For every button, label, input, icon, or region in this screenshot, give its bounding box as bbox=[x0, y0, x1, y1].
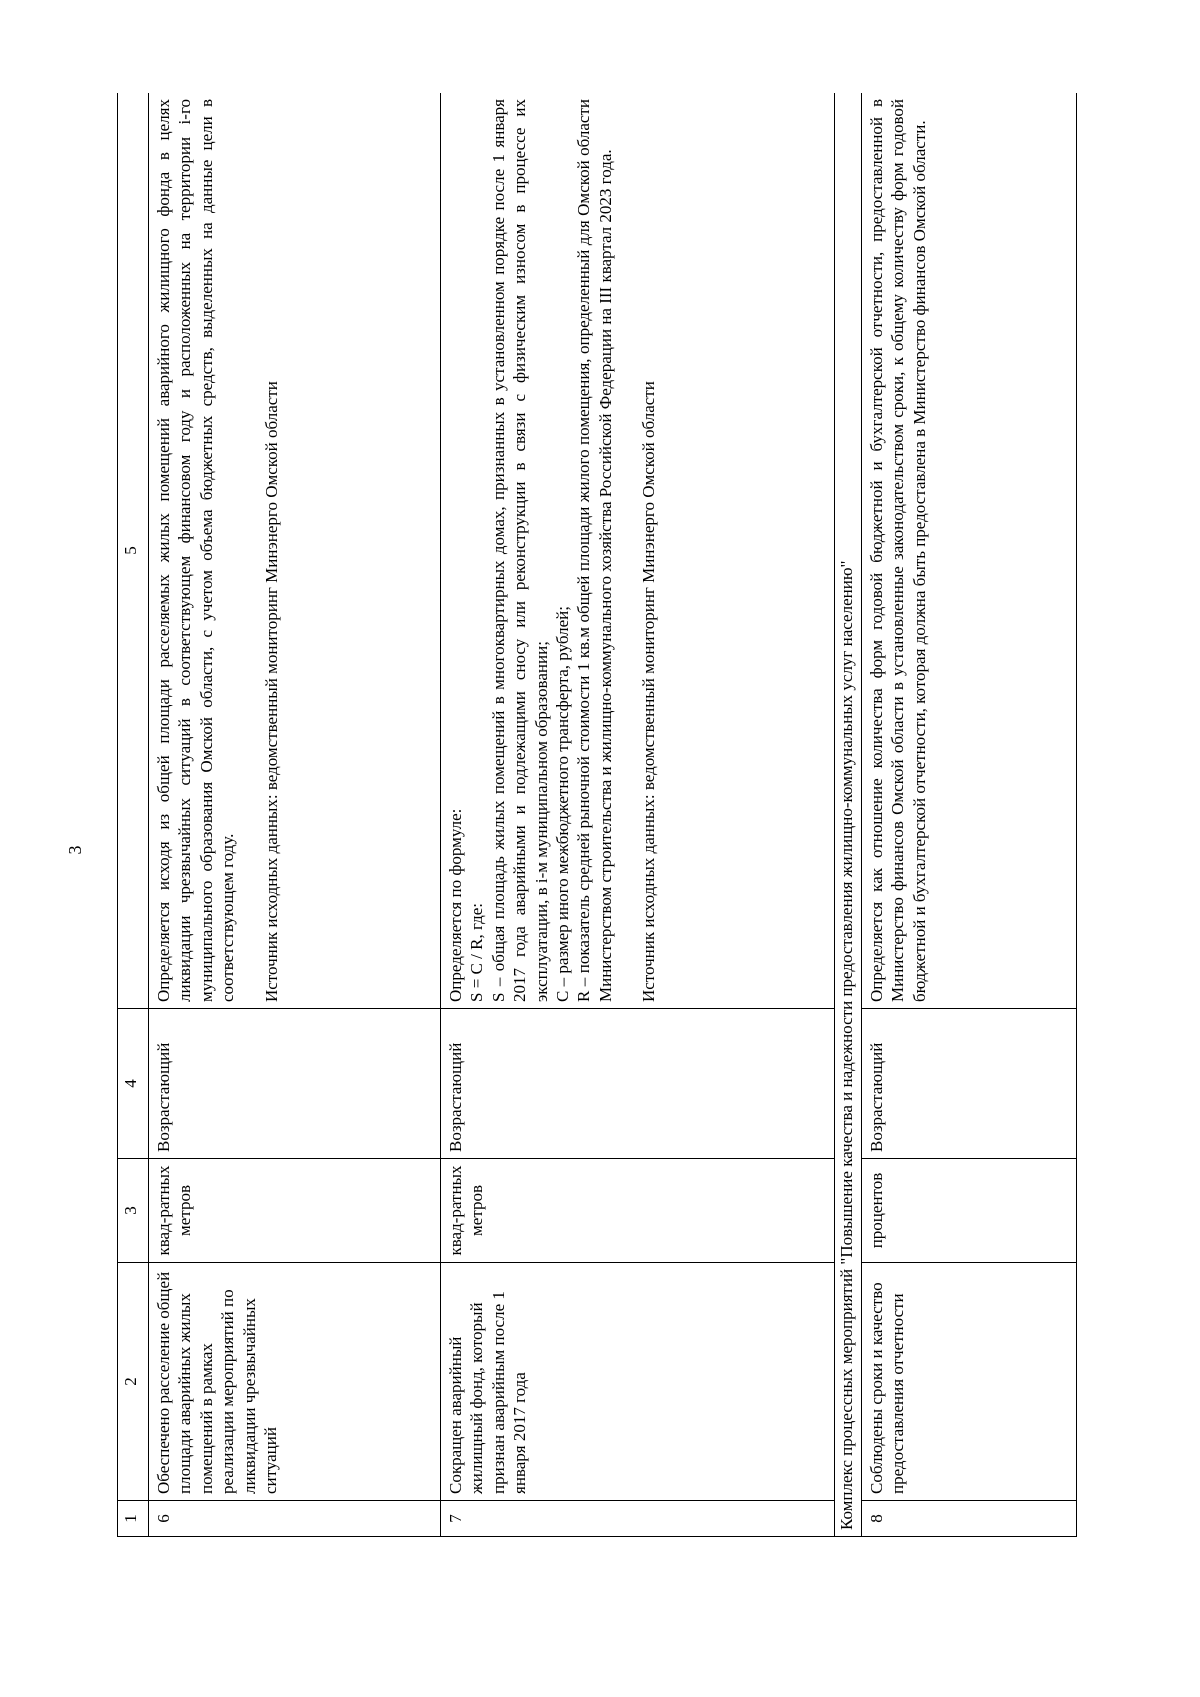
indicator-name: Обеспечено расселение общей площади аварийных жилых помещений в рамках реализации мероприятий по ликвидации чрезвычайных ситуаций bbox=[149, 1263, 441, 1501]
header-cell-5: 5 bbox=[118, 93, 149, 1009]
unit-of-measure: квад-ратных метров bbox=[149, 1159, 441, 1263]
header-cell-1: 1 bbox=[118, 1501, 149, 1537]
rotated-table-frame bbox=[117, 93, 1077, 1537]
indicators-table bbox=[117, 93, 1077, 1537]
indicator-name: Сокращен аварийный жилищный фонд, который признан аварийным после 1 января 2017 года bbox=[441, 1263, 835, 1501]
table-row bbox=[441, 93, 835, 1537]
calculation-method: Определяется как отношение количества форм годовой бюджетной и бухгалтерской отчетности, предоставленной в Министерство финансов Омской области в установленные законодательством сроки, к общему количеству форм годовой бюджетной и бухгалтерской отчетности, которая должна быть предоставлена в Министерство финансов Омской области. bbox=[862, 93, 1077, 1009]
page-number: 3 bbox=[65, 845, 85, 855]
landscape-page bbox=[117, 93, 1077, 1537]
table-row bbox=[862, 93, 1077, 1537]
method-line: R – показатель средней рыночной стоимости 1 кв.м общей площади жилого помещения, определенный для Омской области Министерством строительства и жилищно-коммунального хозяйства Российской Федерации на III квартал 2023 года. bbox=[574, 99, 615, 1002]
method-line: S – общая площадь жилых помещений в многоквартирных домах, признанных в установленном порядке после 1 января 2017 года аварийными и подлежащими сносу или реконструкции в связи с физическим износом в процессе их эксплуатации, в i-м муниципальном образовании; bbox=[488, 99, 551, 1002]
section-row bbox=[835, 93, 862, 1537]
unit-of-measure: процентов bbox=[862, 1159, 1077, 1263]
calculation-method bbox=[149, 93, 441, 1009]
header-cell-4: 4 bbox=[118, 1009, 149, 1159]
indicator-name: Соблюдены сроки и качество предоставления отчетности bbox=[862, 1263, 1077, 1501]
direction: Возрастающий bbox=[862, 1009, 1077, 1159]
calculation-method bbox=[441, 93, 835, 1009]
formula-line: S = C / R, где: bbox=[467, 903, 487, 1002]
method-line: C – размер иного межбюджетного трансферта, рублей; bbox=[553, 606, 573, 1002]
row-number: 7 bbox=[441, 1501, 835, 1537]
section-title: Комплекс процессных мероприятий "Повышение качества и надежности предоставления жилищно-коммунальных услуг населению" bbox=[835, 93, 862, 1537]
data-source: Источник исходных данных: ведомственный мониторинг Минэнерго Омской области bbox=[261, 381, 281, 1002]
unit-of-measure: квад-ратных метров bbox=[441, 1159, 835, 1263]
table-header-row bbox=[118, 93, 149, 1537]
table-row bbox=[149, 93, 441, 1537]
header-cell-3: 3 bbox=[118, 1159, 149, 1263]
direction: Возрастающий bbox=[441, 1009, 835, 1159]
direction: Возрастающий bbox=[149, 1009, 441, 1159]
header-cell-2: 2 bbox=[118, 1263, 149, 1501]
data-source: Источник исходных данных: ведомственный мониторинг Минэнерго Омской области bbox=[639, 381, 659, 1002]
method-text: Определяется исходя из общей площади расселяемых жилых помещений аварийного жилищного фонда в целях ликвидации чрезвычайных ситуаций в соответствующем финансовом году и расположенных на территории i-го муниципального образования Омской области, с учетом объема бюджетных средств, выделенных на данные цели в соответствующем году. bbox=[154, 99, 238, 1002]
method-line: Определяется по формуле: bbox=[446, 808, 465, 1002]
row-number: 8 bbox=[862, 1501, 1077, 1537]
row-number: 6 bbox=[149, 1501, 441, 1537]
